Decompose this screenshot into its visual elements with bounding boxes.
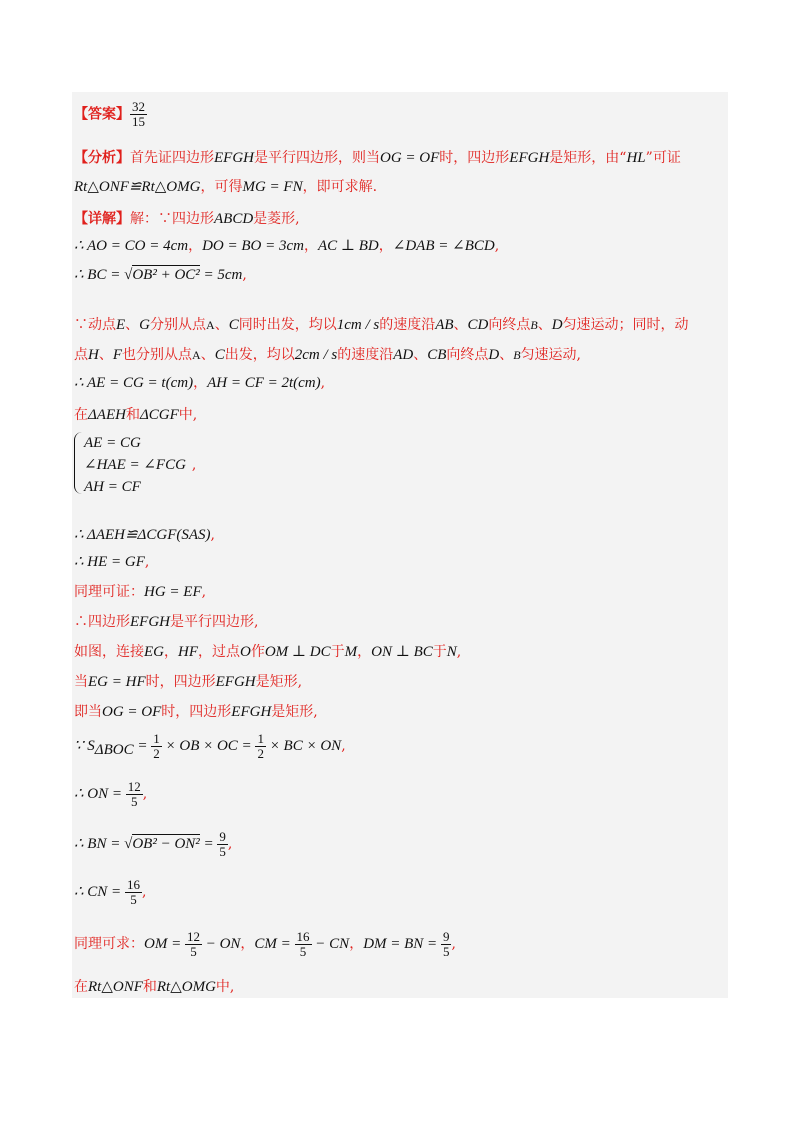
- detail-line-4: ∵动点E、G分别从点A、C同时出发，均以1cm / s的速度沿AB、CD向终点B、D匀速运动；同时，动: [74, 317, 689, 333]
- detail-line-12: 如图，连接EG，HF，过点O作OM ⊥ DC于M，ON ⊥ BC于N,: [74, 644, 462, 660]
- detail-line-20: 在Rt△ONF和Rt△OMG中,: [74, 979, 235, 995]
- detail-line-10: 同理可证：HG = EF,: [74, 584, 207, 600]
- detail-label: 【详解】: [74, 211, 130, 227]
- detail-line-18: ∴ CN = $\frac{16}{5}$ ,: [74, 876, 147, 907]
- answer-line: [74, 100, 147, 129]
- detail-line-1: 【详解】解：∵四边形ABCD是菱形,: [74, 211, 300, 227]
- answer-label: 【答案】: [74, 106, 130, 123]
- detail-line-5: 点H、F也分别从点A、C出发，均以2cm / s的速度沿AD、CB向终点D、B匀速运动,: [74, 347, 582, 363]
- detail-line-8: ∴ ΔAEH≌ΔCGF(SAS),: [74, 527, 215, 543]
- detail-line-16: ∴ ON = $\frac{12}{5}$ ,: [74, 778, 148, 809]
- detail-line-13: 当EG = HF时，四边形EFGH是矩形,: [74, 674, 303, 690]
- detail-line-9: ∴ HE = GF,: [74, 554, 150, 570]
- detail-line-15: ∵ $S_{\Delta BOC}$ = $\frac{1}{2}$ × OB × OC = $\frac{1}{2}$ × BC × ON,: [74, 730, 346, 761]
- system-eq-3: AH = CF: [84, 479, 141, 495]
- system-eq-1: AE = CG: [84, 435, 141, 451]
- analysis-line-1: 【分析】首先证四边形EFGH是平行四边形，则当OG = OF时，四边形EFGH是矩形，由“HL”可证: [74, 150, 681, 166]
- detail-line-7: 在ΔAEH和ΔCGF中,: [74, 407, 198, 423]
- detail-line-2: ∴ AO = CO = 4cm，DO = BO = 3cm，AC ⊥ BD，∠DAB = ∠BCD,: [74, 238, 500, 254]
- detail-line-17: ∴ BN = √OB² − ON² = $\frac{9}{5}$ ,: [74, 828, 233, 859]
- system-eq-2: ∠HAE = ∠FCG ,: [84, 457, 197, 473]
- detail-line-6: ∴ AE = CG = t(cm)，AH = CF = 2t(cm),: [74, 375, 326, 391]
- analysis-label: 【分析】: [74, 150, 130, 166]
- analysis-line-2: Rt△ONF≌Rt△OMG，可得MG = FN，即可求解.: [74, 179, 378, 195]
- detail-line-3: ∴ BC = √OB² + OC² = 5cm,: [74, 267, 247, 283]
- equation-brace: [74, 432, 83, 494]
- detail-line-14: 即当OG = OF时，四边形EFGH是矩形,: [74, 704, 318, 720]
- detail-line-11: ∴四边形EFGH是平行四边形,: [74, 614, 259, 630]
- answer-fraction: $\frac{32}{15}$: [132, 99, 145, 129]
- detail-line-19: 同理可求：OM = $\frac{12}{5}$ − ON，CM = $\frac{16}{5}$ − CN，DM = BN = $\frac{9}{5}$ ,: [74, 928, 456, 959]
